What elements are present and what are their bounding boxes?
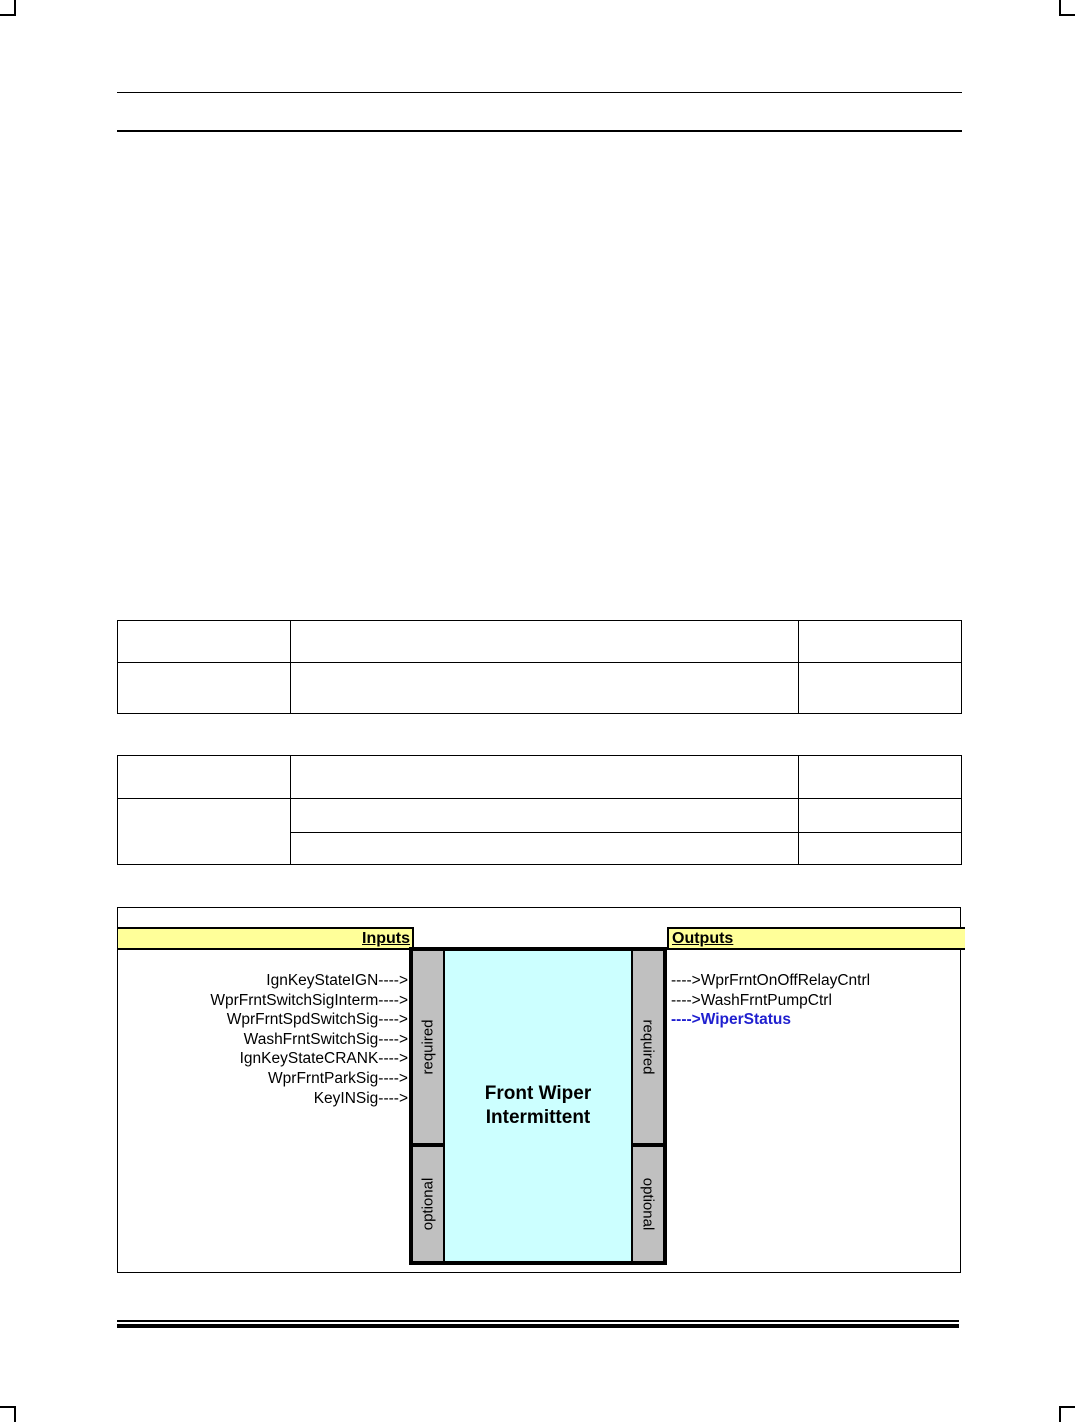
table-row bbox=[118, 756, 962, 799]
input-signal: IgnKeyStateCRANK----> bbox=[239, 1050, 408, 1068]
table-cell bbox=[799, 621, 962, 663]
header-rule-top bbox=[117, 92, 962, 93]
input-signal: WprFrntSpdSwitchSig----> bbox=[226, 1011, 408, 1029]
table-cell bbox=[118, 799, 291, 865]
inputs-header: Inputs bbox=[118, 927, 414, 950]
table-cell bbox=[291, 621, 799, 663]
table-cell bbox=[291, 833, 799, 865]
info-table-2 bbox=[117, 755, 962, 865]
table-row bbox=[118, 799, 962, 833]
outputs-header: Outputs bbox=[667, 927, 965, 950]
footer-rule-thick bbox=[117, 1324, 959, 1328]
left-required-label: required bbox=[419, 1019, 437, 1075]
input-signal: WprFrntParkSig----> bbox=[268, 1069, 408, 1087]
header-rule-bottom bbox=[117, 130, 962, 132]
output-signal: ---->WashFrntPumpCtrl bbox=[671, 991, 832, 1009]
table-row bbox=[118, 621, 962, 663]
output-signal: ---->WprFrntOnOffRelayCntrl bbox=[671, 972, 871, 989]
input-signal: KeyINSig----> bbox=[313, 1089, 408, 1107]
table-row bbox=[118, 663, 962, 714]
block-title: Front Wiper Intermittent bbox=[484, 1083, 592, 1128]
table-cell bbox=[291, 663, 799, 714]
left-required-bar bbox=[413, 951, 443, 1143]
input-signal: IgnKeyStateIGN----> bbox=[266, 972, 408, 989]
crop-mark-bottom-right bbox=[1059, 1406, 1075, 1422]
table-cell bbox=[799, 756, 962, 799]
right-optional-label: optional bbox=[639, 1177, 657, 1231]
left-optional-bar bbox=[413, 1147, 443, 1261]
table-cell bbox=[799, 833, 962, 865]
table-cell bbox=[291, 799, 799, 833]
table-cell bbox=[118, 756, 291, 799]
output-signal-list bbox=[671, 971, 870, 1030]
table-cell bbox=[118, 621, 291, 663]
input-signal: WprFrntSwitchSigInterm----> bbox=[210, 991, 408, 1009]
right-required-label: required bbox=[639, 1019, 657, 1075]
function-block-core bbox=[445, 951, 631, 1261]
right-optional-bar bbox=[633, 1147, 663, 1261]
function-block bbox=[409, 947, 667, 1265]
crop-mark-bottom-left bbox=[0, 1406, 16, 1422]
left-optional-label: optional bbox=[419, 1177, 437, 1231]
crop-mark-top-left bbox=[0, 0, 16, 16]
right-required-bar bbox=[633, 951, 663, 1143]
table-cell bbox=[799, 799, 962, 833]
input-signal-list bbox=[118, 971, 408, 1108]
table-cell bbox=[118, 663, 291, 714]
output-signal-highlighted: ---->WiperStatus bbox=[671, 1011, 791, 1029]
table-cell bbox=[799, 663, 962, 714]
table-cell bbox=[291, 756, 799, 799]
input-signal: WashFrntSwitchSig----> bbox=[243, 1030, 408, 1048]
crop-mark-top-right bbox=[1059, 0, 1075, 16]
block-diagram bbox=[117, 907, 961, 1273]
footer-rule-thin bbox=[117, 1320, 959, 1322]
info-table-1 bbox=[117, 620, 962, 714]
